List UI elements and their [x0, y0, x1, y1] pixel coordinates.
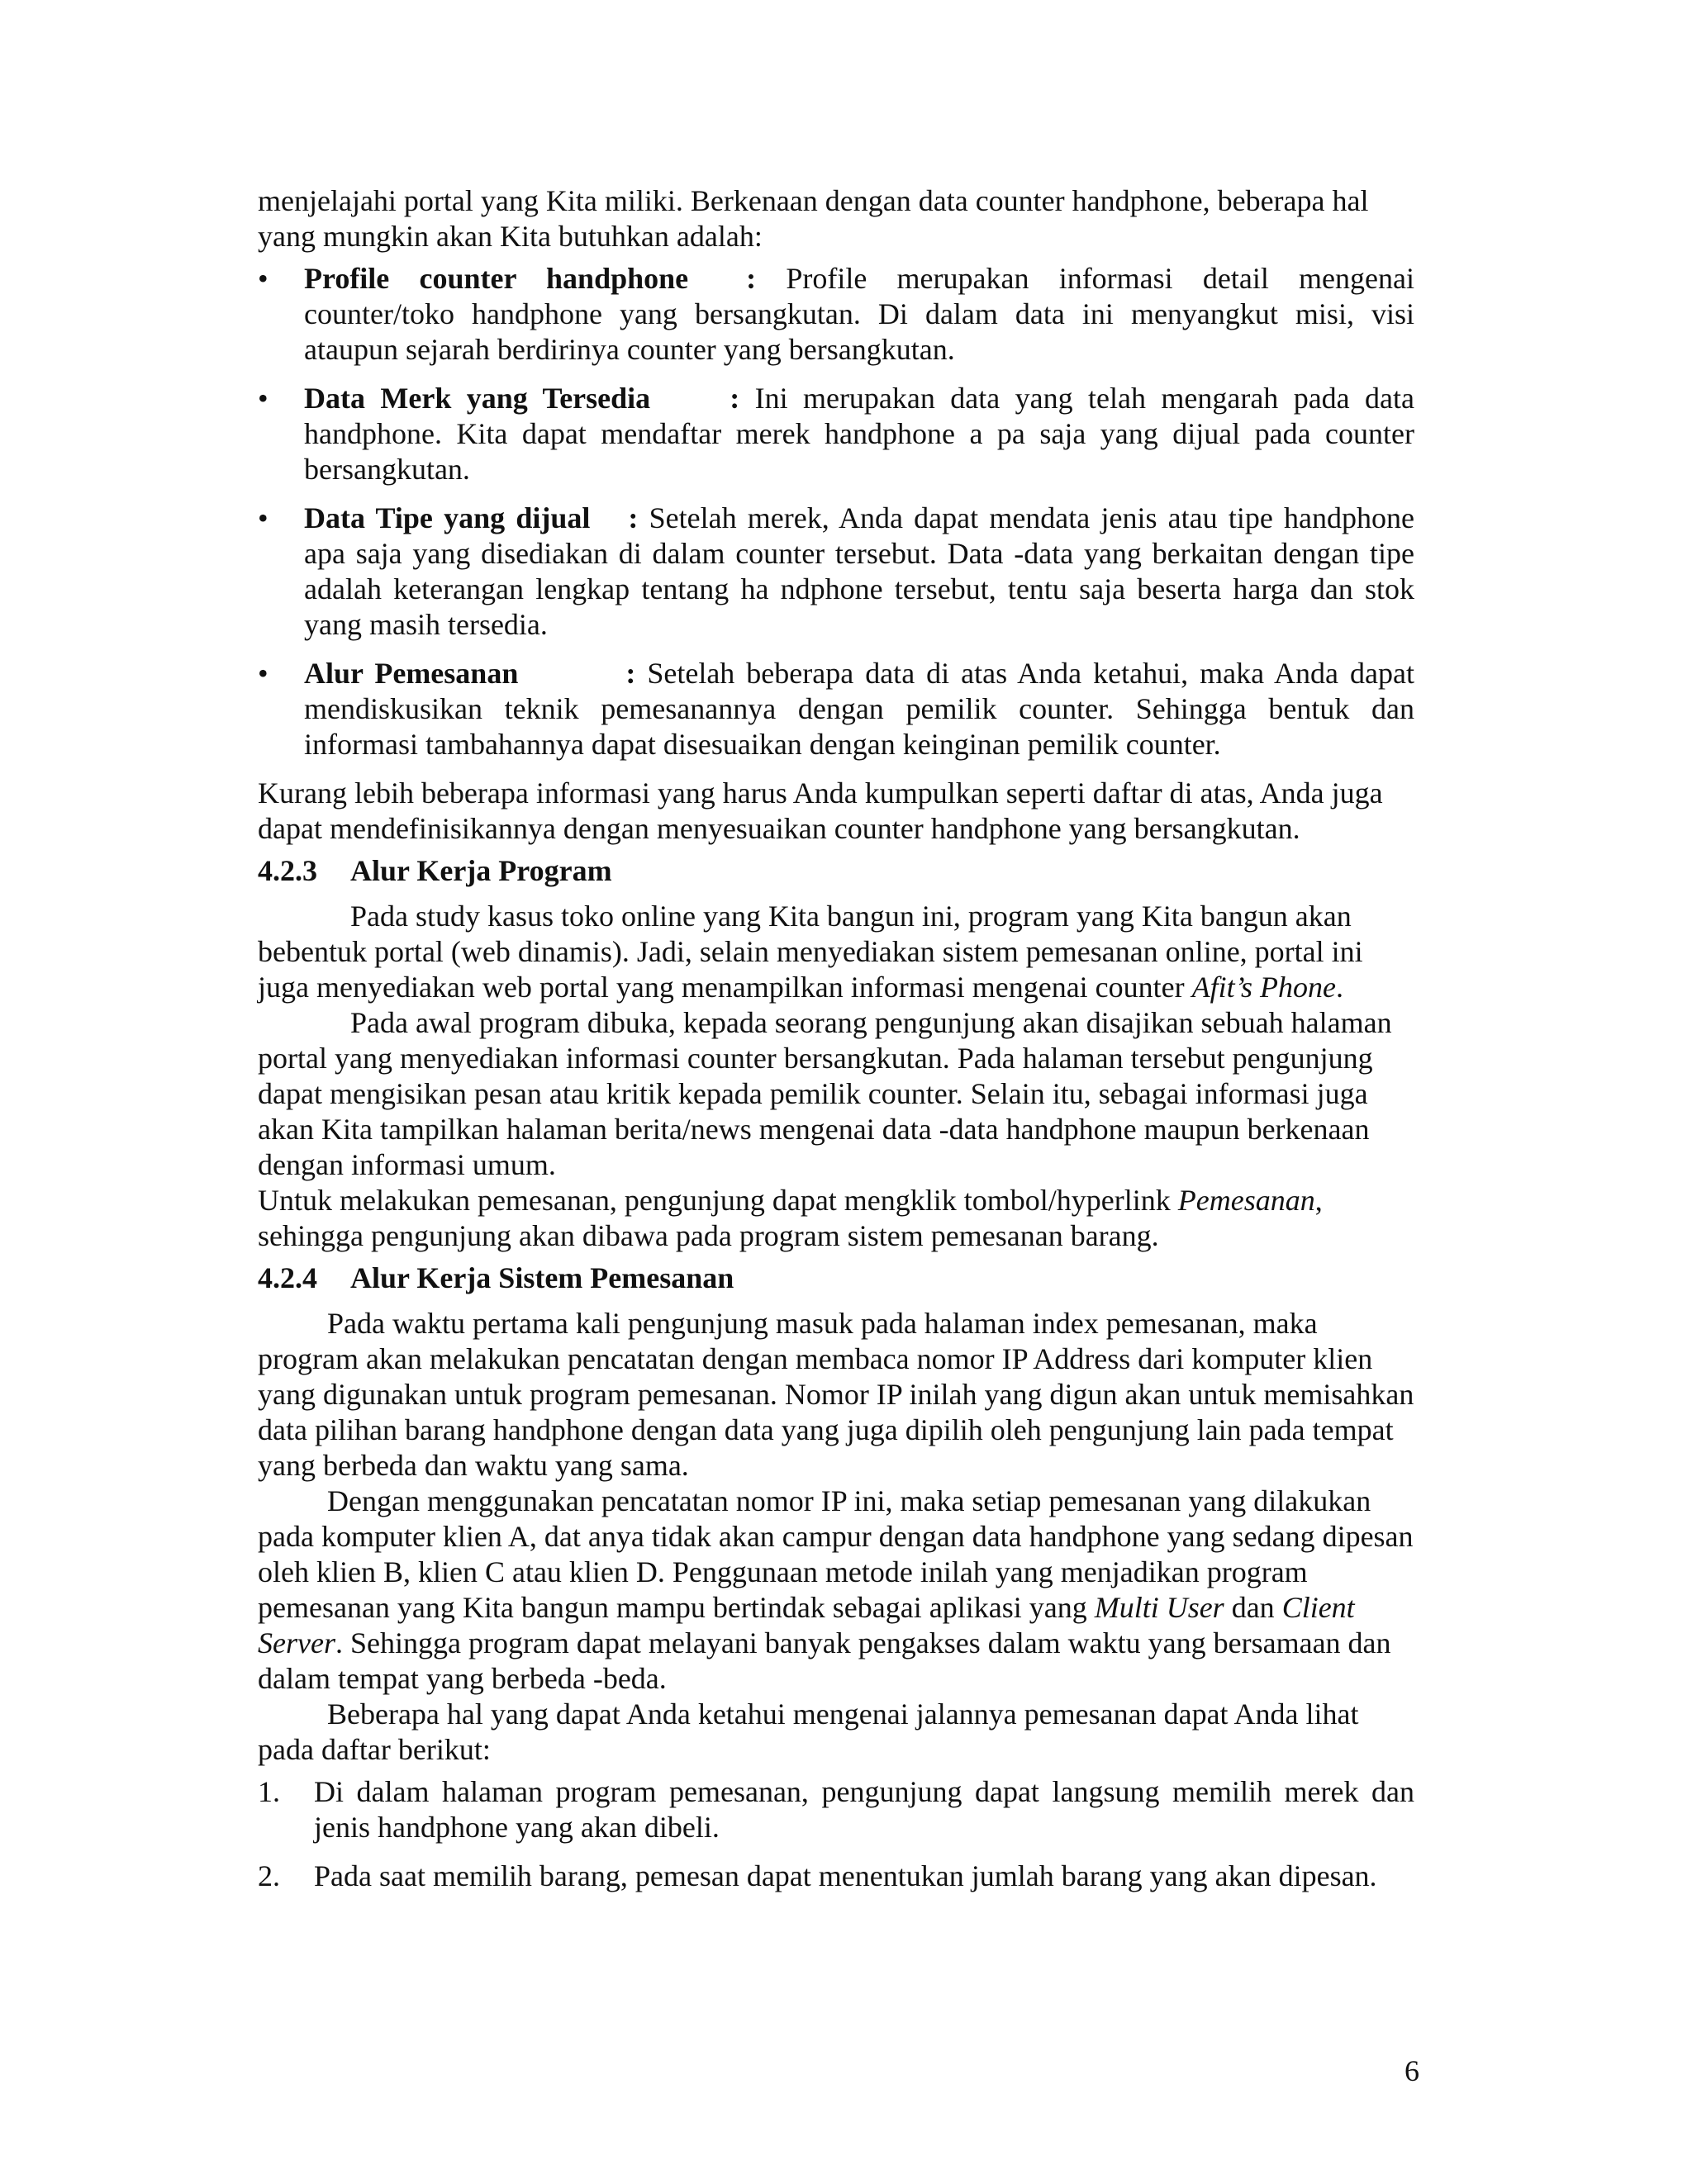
section-title: Alur Kerja Sistem Pemesanan	[350, 1261, 734, 1294]
item-number: 1.	[258, 1775, 280, 1808]
list-item: • Data Merk yang Tersedia : Ini merupakan data yang telah mengarah pada data handphone. Kita dapat mendaftar merek handphone a pa saja yang dijual pada counter bersangkutan.	[258, 382, 1414, 486]
summary-paragraph: Kurang lebih beberapa informasi yang harus Anda kumpulkan seperti daftar di atas, Anda juga dapat mendefinisikannya dengan menyesuaikan counter handphone yang bersangkutan.	[258, 776, 1383, 845]
section-title: Alur Kerja Program	[350, 854, 612, 887]
bullet-term: Data Merk yang Tersedia	[304, 382, 651, 415]
page-number: 6	[1404, 2054, 1419, 2087]
bullet-description: Setelah beberapa data di atas Anda ketahui, maka Anda dapat mendiskusikan teknik pemesanannya dengan pemilik counter. Sehingga bentuk dan informasi tambahannya dapat disesuaikan dengan keinginan pemilik counter.	[304, 657, 1414, 761]
client-server-term: Client Server	[258, 1591, 1355, 1659]
paragraph: Pada waktu pertama kali pengunjung masuk pada halaman index pemesanan, maka program akan melakukan pencatatan dengan membaca nomor IP Address dari komputer klien yang digunakan untuk program pemesanan. Nomor IP inilah yang digun akan untuk memisahkan data pilihan barang handphone dengan data yang juga dipilih oleh pengunjung lain pada tempat yang berbeda dan waktu yang sama.	[258, 1307, 1414, 1482]
paragraph: Pada study kasus toko online yang Kita bangun ini, program yang Kita bangun akan bebentuk portal (web dinamis). Jadi, selain menyediakan sistem pemesanan online, portal ini juga menyediakan web portal yang menampilkan informasi mengenai counter Afit’s Phone.	[258, 900, 1363, 1004]
page-content	[258, 183, 1414, 1907]
bullet-description: Ini merupakan data yang telah mengarah pada data handphone. Kita dapat mendaftar merek handphone a pa saja yang dijual pada counter bersangkutan.	[304, 382, 1414, 486]
pemesanan-term: Pemesanan	[1177, 1184, 1315, 1217]
intro-paragraph: menjelajahi portal yang Kita miliki. Berkenaan dengan data counter handphone, beberapa hal yang mungkin akan Kita butuhkan adalah:	[258, 184, 1369, 253]
list-item	[258, 1859, 1414, 1894]
item-text: Pada saat memilih barang, pemesan dapat menentukan jumlah barang yang akan dipesan.	[314, 1859, 1377, 1892]
paragraph: Pada awal program dibuka, kepada seorang pengunjung akan disajikan sebuah halaman portal yang menyediakan informasi counter bersangkutan. Pada halaman tersebut pengunjung dapat mengisikan pesan atau kritik kepada pemilik counter. Selain itu, sebagai informasi juga akan Kita tampilkan halaman berita/news mengenai data -data handphone maupun berkenaan dengan informasi umum.	[258, 1006, 1392, 1181]
multi-user-term: Multi User	[1094, 1591, 1224, 1624]
bullet-icon: •	[258, 501, 269, 534]
section-number: 4.2.4	[258, 1261, 317, 1294]
paragraph: Untuk melakukan pemesanan, pengunjung dapat mengklik tombol/hyperlink Pemesanan, sehingga pengunjung akan dibawa pada program sistem pemesanan barang.	[258, 1184, 1323, 1252]
item-number: 2.	[258, 1859, 280, 1892]
bullet-icon: •	[258, 657, 269, 690]
list-item: • Data Tipe yang dijual : Setelah merek, Anda dapat mendata jenis atau tipe handphone apa saja yang disediakan di dalam counter tersebut. Data -data yang berkaitan dengan tipe adalah keterangan lengkap tentang ha ndphone tersebut, tentu saja beserta harga dan stok yang masih tersedia.	[258, 501, 1414, 641]
paragraph: Beberapa hal yang dapat Anda ketahui mengenai jalannya pemesanan dapat Anda lihat pada daftar berikut:	[258, 1697, 1359, 1766]
info-bullet-list	[258, 261, 1414, 762]
paragraph: Dengan menggunakan pencatatan nomor IP ini, maka setiap pemesanan yang dilakukan pada komputer klien A, dat anya tidak akan campur dengan data handphone yang sedang dipesan oleh klien B, klien C atau klien D. Penggunaan metode inilah yang menjadikan program pemesanan yang Kita bangun mampu bertindak sebagai aplikasi yang Multi User dan Client Server. Sehingga program dapat melayani banyak pengakses dalam waktu yang bersamaan dan dalam tempat yang berbeda -beda.	[258, 1484, 1414, 1695]
ordering-steps-list	[258, 1774, 1414, 1894]
bullet-term: Profile counter handphone	[304, 262, 689, 295]
item-text: Di dalam halaman program pemesanan, pengunjung dapat langsung memilih merek dan jenis handphone yang akan dibeli.	[314, 1775, 1414, 1844]
list-item: • Profile counter handphone : Profile merupakan informasi detail mengenai counter/toko handphone yang bersangkutan. Di dalam data ini menyangkut misi, visi ataupun sejarah berdirinya counter yang bersangkutan.	[258, 262, 1414, 366]
bullet-icon: •	[258, 262, 269, 295]
section-heading-4-2-3	[258, 853, 1414, 889]
section-number: 4.2.3	[258, 854, 317, 887]
list-item: • Alur Pemesanan : Setelah beberapa data di atas Anda ketahui, maka Anda dapat mendiskusikan teknik pemesanannya dengan pemilik counter. Sehingga bentuk dan informasi tambahannya dapat disesuaikan dengan keinginan pemilik counter.	[258, 657, 1414, 761]
section-heading-4-2-4	[258, 1261, 1414, 1296]
bullet-icon: •	[258, 382, 269, 415]
bullet-term: Data Tipe yang dijual	[304, 501, 591, 534]
bullet-description: Profile merupakan informasi detail mengenai counter/toko handphone yang bersangkutan. Di dalam data ini menyangkut misi, visi ataupun sejarah berdirinya counter yang bersangkutan.	[304, 262, 1414, 366]
bullet-description: Setelah merek, Anda dapat mendata jenis atau tipe handphone apa saja yang disediakan di dalam counter tersebut. Data -data yang berkaitan dengan tipe adalah keterangan lengkap tentang ha ndphone tersebut, tentu saja beserta harga dan stok yang masih tersedia.	[304, 501, 1414, 641]
bullet-term: Alur Pemesanan	[304, 657, 519, 690]
list-item	[258, 1774, 1414, 1845]
counter-name: Afit’s Phone	[1191, 971, 1336, 1004]
